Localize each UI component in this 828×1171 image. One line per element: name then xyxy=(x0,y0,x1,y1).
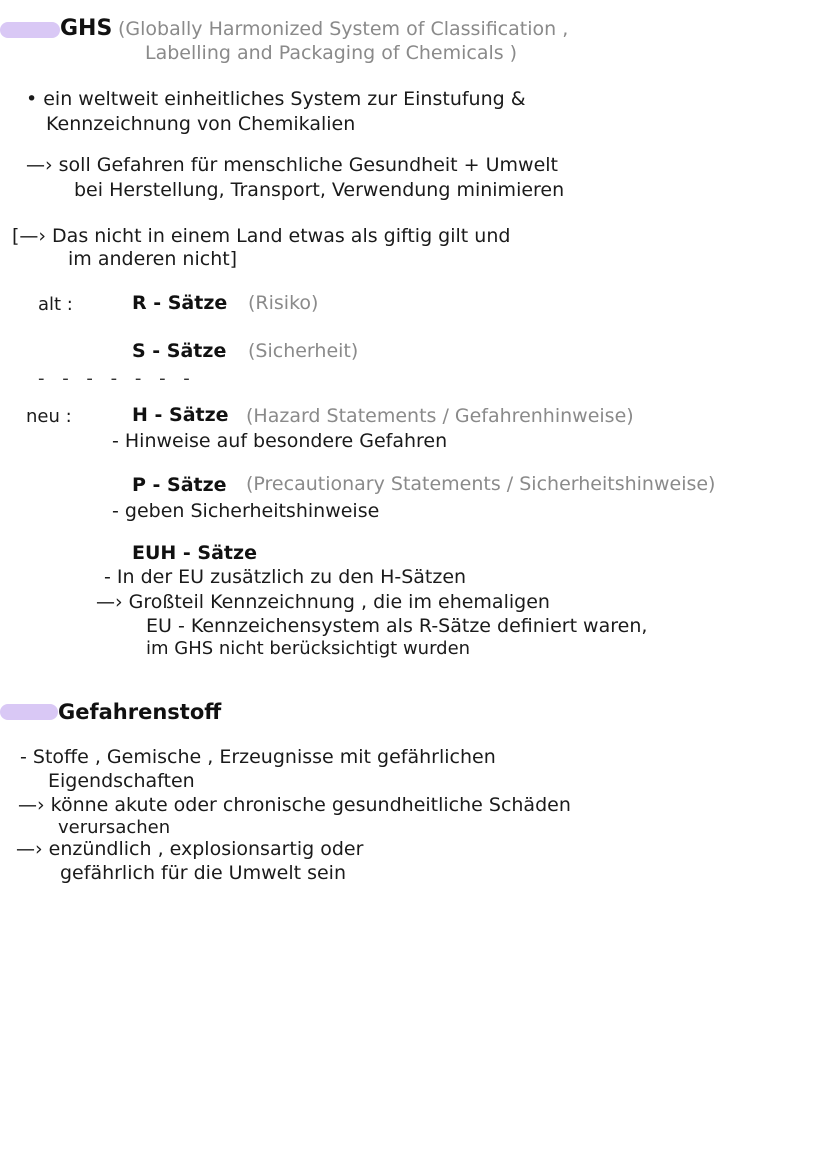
ghs-bullet1-line1: • ein weltweit einheitliches System zur Einstufung & xyxy=(26,88,526,110)
euh-saetze-note: - In der EU zusätzlich zu den H-Sätzen xyxy=(104,566,467,588)
old-label: alt : xyxy=(38,294,73,315)
ghs-note-line1: [—› Das nicht in einem Land etwas als giftig gilt und xyxy=(12,225,511,247)
ghs-note-line2: im anderen nicht] xyxy=(68,248,238,270)
h-saetze-name: H - Sätze xyxy=(132,404,229,426)
heading-highlight-ghs xyxy=(0,22,60,38)
hazard-arrow1-line1: —› könne akute oder chronische gesundheitliche Schäden xyxy=(18,794,571,816)
s-saetze-name: S - Sätze xyxy=(132,340,227,362)
r-saetze-name: R - Sätze xyxy=(132,292,228,314)
ghs-bullet1-line2: Kennzeichnung von Chemikalien xyxy=(46,113,356,135)
p-saetze-name: P - Sätze xyxy=(132,474,227,496)
hazard-arrow1-line2: verursachen xyxy=(58,817,171,838)
euh-arrow-line1: —› Großteil Kennzeichnung , die im ehemaligen xyxy=(96,591,550,613)
hazard-title: Gefahrenstoff xyxy=(58,700,222,724)
hazard-bullet-line1: - Stoffe , Gemische , Erzeugnisse mit gefährlichen xyxy=(20,746,496,768)
h-saetze-note: - Hinweise auf besondere Gefahren xyxy=(112,430,448,452)
ghs-subtitle-line2: Labelling and Packaging of Chemicals ) xyxy=(145,42,518,64)
euh-arrow-line2: EU - Kennzeichensystem als R-Sätze definiert waren, xyxy=(146,615,648,637)
new-label: neu : xyxy=(26,406,72,427)
euh-saetze-name: EUH - Sätze xyxy=(132,542,257,564)
ghs-arrow1-line1: —› soll Gefahren für menschliche Gesundheit + Umwelt xyxy=(26,154,558,176)
section-divider: - - - - - - - xyxy=(38,368,196,389)
p-saetze-note: - geben Sicherheitshinweise xyxy=(112,500,380,522)
hazard-arrow2-line2: gefährlich für die Umwelt sein xyxy=(60,862,346,884)
r-saetze-desc: (Risiko) xyxy=(248,292,319,314)
h-saetze-desc: (Hazard Statements / Gefahrenhinweise) xyxy=(246,405,634,427)
hazard-arrow2-line1: —› enzündlich , explosionsartig oder xyxy=(16,838,364,860)
s-saetze-desc: (Sicherheit) xyxy=(248,340,359,362)
ghs-subtitle-line1: (Globally Harmonized System of Classification , xyxy=(118,18,569,40)
euh-arrow-line3: im GHS nicht berücksichtigt wurden xyxy=(146,638,471,659)
ghs-arrow1-line2: bei Herstellung, Transport, Verwendung minimieren xyxy=(74,179,565,201)
heading-highlight-hazard xyxy=(0,704,58,720)
p-saetze-desc: (Precautionary Statements / Sicherheitshinweise) xyxy=(246,473,716,495)
ghs-title: GHS xyxy=(60,16,113,41)
hazard-bullet-line2: Eigendschaften xyxy=(48,770,195,792)
